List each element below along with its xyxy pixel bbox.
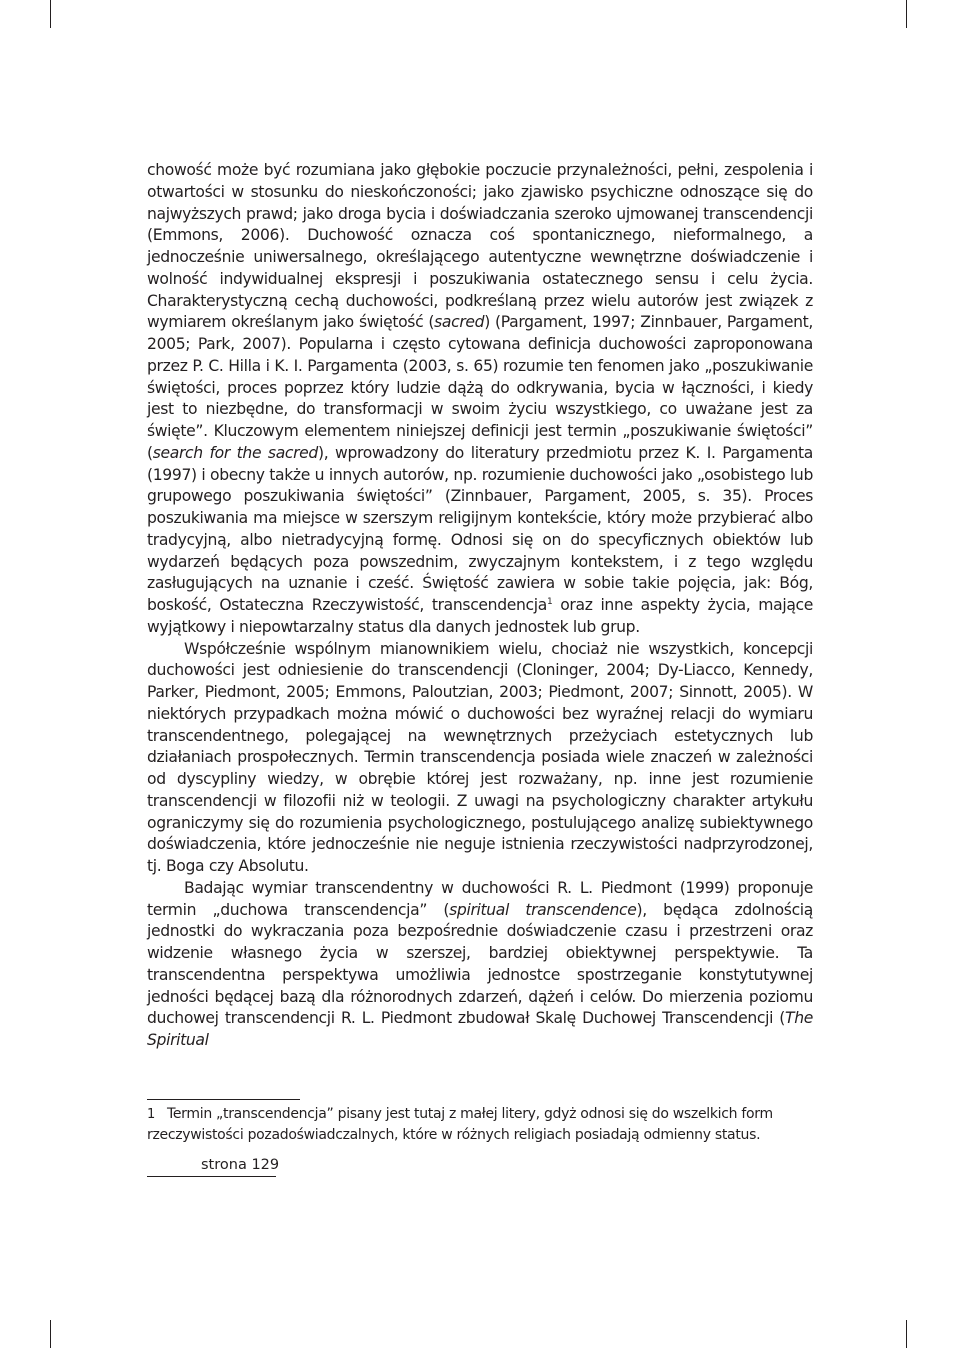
main-text [147, 160, 813, 1052]
paragraph-2: Współcześnie wspólnym mianownikiem wielu, chociaż nie wszystkich, koncepcji duchowości jest odniesienie do transcendencji (Cloninger, 2004; Dy-Liacco, Kennedy, Parker, Piedmont, 2005; Emmons, Paloutzian, 2003; Piedmont, 2007; Sinnott, 2005). W niektórych przypadkach można mówić o duchowości bez wyraźnej relacji do wymiaru transcendentnego, polegającej na wewnętrznych przeżyciach estetycznych lub działaniach prospołecznych. Termin transcendencja posiada wiele znaczeń w zależności od dyscypliny wiedzy, w obrębie której jest rozważany, np. inne jest rozumienie transcendencji w filozofii niż w teologii. Z uwagi na psychologiczny charakter artykułu ograniczymy się do rozumienia psychologicznego, postulującego analizę subiektywnego doświadczenia, które jednocześnie nie neguje istnienia rzeczywistości nadprzyrodzonej, tj. Boga czy Absolutu. [147, 639, 813, 875]
footnote-separator [147, 1099, 300, 1100]
footnote-number: 1 [147, 1107, 155, 1122]
footnote [147, 1104, 813, 1146]
footnote-text: Termin „transcendencja” pisany jest tutaj z małej litery, gdyż odnosi się do wszelkich form rzeczywistości pozadoświadczalnych, które w różnych religiach posiadają odmienny status. [147, 1106, 773, 1143]
page-number-rule [147, 1176, 276, 1177]
crop-mark-bottom-right [906, 1320, 907, 1348]
page-number: strona 129 [201, 1157, 280, 1173]
crop-mark-bottom-left [50, 1320, 51, 1348]
paragraph-1: chowość może być rozumiana jako głębokie poczucie przynależności, pełni, zespolenia i otwartości w stosunku do nieskończoności; jako zjawisko psychiczne odnoszące się do najwyższych prawd; jako droga bycia i doświadczania szeroko ujmowanej transcendencji (Emmons, 2006). Duchowość oznacza coś spontanicznego, nieformalnego, a jednocześnie uniwersalnego, określającego autentyczne wewnętrzne doświadczenie i wolność indywidualnej ekspresji i poszukiwania ostatecznego sensu i celu życia. Charakterystyczną cechą duchowości, podkreślaną przez wielu autorów jest związek z wymiarem określanym jako świętość (sacred) (Pargament, 1997; Zinnbauer, Pargament, 2005; Park, 2007). Popularna i często cytowana definicja duchowości zaproponowana przez P. C. Hilla i K. I. Pargamenta (2003, s. 65) rozumie ten fenomen jako „poszukiwanie świętości, proces poprzez który ludzie dążą do odkrywania, bycia w łączności, i kiedy jest to niezbędne, do transformacji w swoim życiu wszystkiego, co uważane jest za święte”. Kluczowym elementem niniejszej definicji jest termin „poszukiwanie świętości” (search for the sacred), wprowadzony do literatury przedmiotu przez K. I. Pargamenta (1997) i obecny także u innych autorów, np. rozumienie duchowości jako „osobistego lub grupowego poszukiwania świętości” (Zinnbauer, Pargament, 2005, s. 35). Proces poszukiwania ma miejsce w szerszym religijnym kontekście, który może przybierać albo tradycyjną, albo nietradycyjną formę. Odnosi się on do specyficznych obiektów lub wydarzeń będących poza powszednim, zwyczajnym kontekstem, i z tego względu zasługujących na uznanie i cześć. Świętość zawiera w sobie takie pojęcia, jak: Bóg, boskość, Ostateczna Rzeczywistość, transcendencja$^1$ oraz inne aspekty życia, mające wyjątkowy i niepowtarzalny status dla danych jednostek lub grup. [147, 161, 813, 636]
paragraph-3: Badając wymiar transcendentny w duchowości R. L. Piedmont (1999) proponuje termin „duchowa transcendencja” (spiritual transcendence), będąca zdolnością jednostki do wykraczania poza bezpośrednie doświadczenie czasu i przestrzeni oraz widzenie własnego życia w szerszej, bardziej obiektywnej perspektywie. Ta transcendentna perspektywa umożliwia jednostce spostrzeganie konstytutywnej jedności będącej bazą dla różnorodnych zdarzeń, dążeń i celów. Do mierzenia poziomu duchowej transcendencji R. L. Piedmont zbudował Skalę Duchowej Transcendencji (The Spiritual [147, 878, 813, 1049]
crop-mark-top-right [906, 0, 907, 28]
footnote-reference: 1 [546, 596, 553, 607]
crop-mark-top-left [50, 0, 51, 28]
